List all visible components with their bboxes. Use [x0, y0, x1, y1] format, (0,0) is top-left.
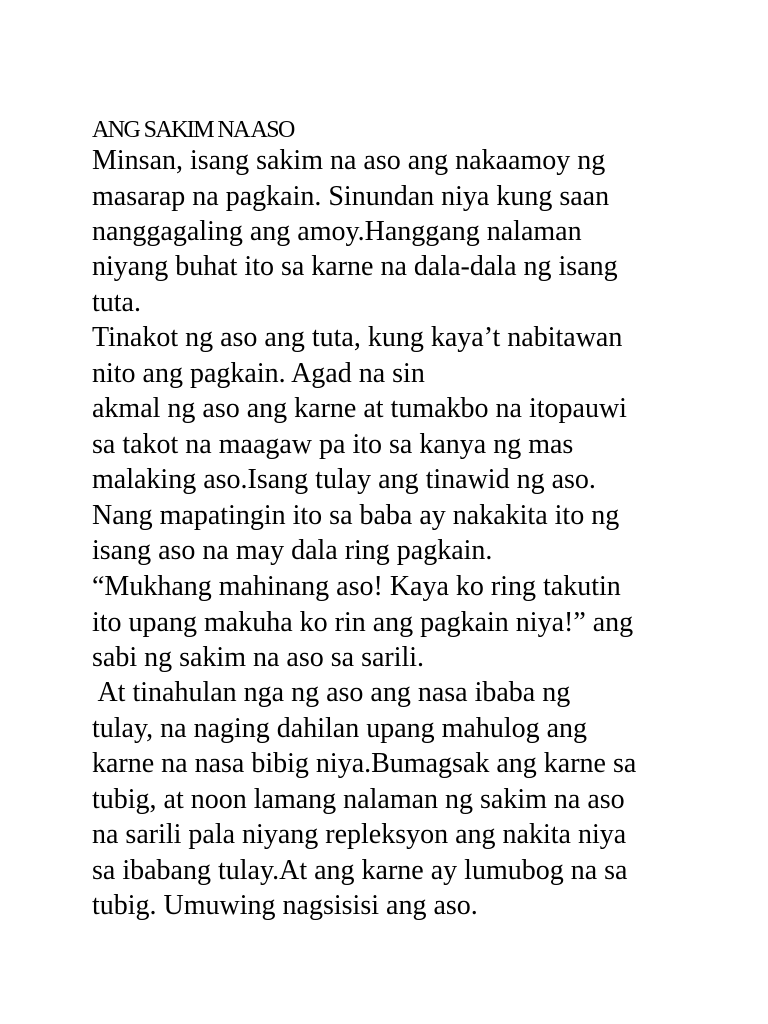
story-line: At tinahulan nga ng aso ang nasa ibaba ng [92, 677, 571, 708]
story-line: malaking aso.Isang tulay ang tinawid ng aso. [92, 464, 596, 495]
story-line: tubig, at noon lamang nalaman ng sakim na aso [92, 784, 625, 815]
story-line: na sarili pala niyang repleksyon ang nakita niya [92, 819, 627, 850]
story-line: Minsan, isang sakim na aso ang nakaamoy ng [92, 145, 606, 176]
story-line: “Mukhang mahinang aso! Kaya ko ring takutin [92, 571, 621, 602]
story-line: nanggagaling ang amoy.Hanggang nalaman [92, 216, 582, 247]
story-line: Nang mapatingin ito sa baba ay nakakita ito ng [92, 500, 620, 531]
story-line: isang aso na may dala ring pagkain. [92, 535, 493, 566]
story-line: sabi ng sakim na aso sa sarili. [92, 642, 425, 673]
story-line: tubig. Umuwing nagsisisi ang aso. [92, 890, 478, 921]
story-line: nito ang pagkain. Agad na sin [92, 358, 425, 389]
story-line: tulay, na naging dahilan upang mahulog ang [92, 713, 588, 744]
story-line: akmal ng aso ang karne at tumakbo na itopauwi [92, 393, 627, 424]
story-line: masarap na pagkain. Sinundan niya kung saan [92, 181, 610, 212]
story-line: niyang buhat ito sa karne na dala-dala ng isang [92, 251, 618, 282]
story-line: Tinakot ng aso ang tuta, kung kaya’t nabitawan [92, 322, 623, 353]
story-title: ANG SAKIM NA ASO [92, 117, 294, 143]
story-line: sa takot na maagaw pa ito sa kanya ng mas [92, 429, 574, 460]
story-line: tuta. [92, 287, 141, 318]
story-line: ito upang makuha ko rin ang pagkain niya!” ang [92, 607, 634, 638]
story-line: karne na nasa bibig niya.Bumagsak ang karne sa [92, 748, 637, 779]
story-line: sa ibabang tulay.At ang karne ay lumubog na sa [92, 855, 628, 886]
